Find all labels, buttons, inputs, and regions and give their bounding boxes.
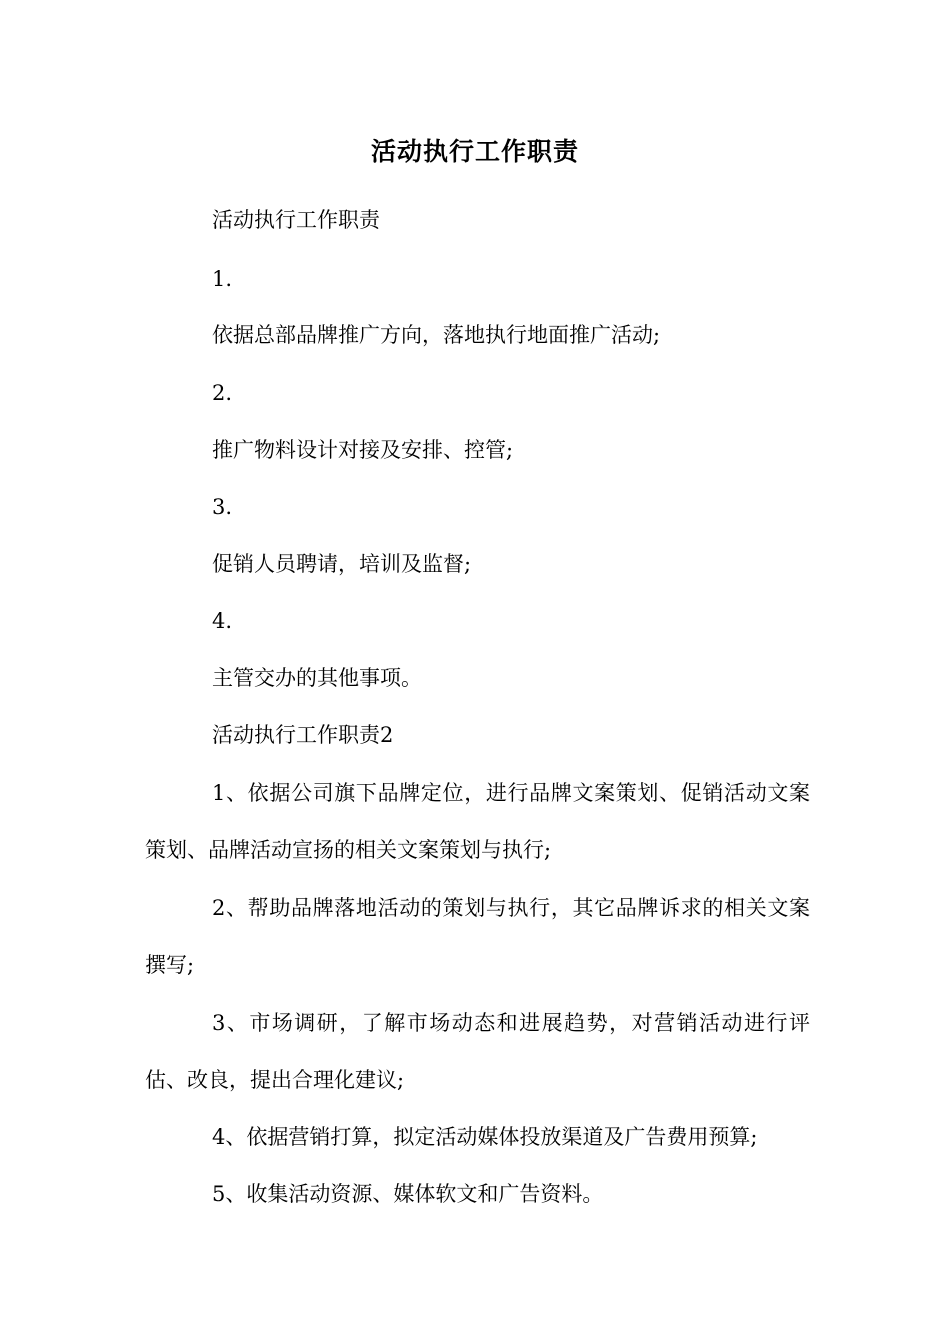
- item-4-number: 4.: [212, 609, 233, 633]
- item-2-text: 推广物料设计对接及安排、控管;: [212, 438, 514, 462]
- section1-heading: 活动执行工作职责: [212, 208, 380, 232]
- document-title: 活动执行工作职责: [370, 137, 579, 166]
- item-1-text: 依据总部品牌推广方向，落地执行地面推广活动;: [212, 323, 661, 347]
- section2-paragraph-1: 1、依据公司旗下品牌定位，进行品牌文案策划、促销活动文案策划、品牌活动宣扬的相关文案策划与执行;: [145, 781, 810, 862]
- item-3-text: 促销人员聘请，培训及监督;: [212, 552, 472, 576]
- item-4-text: 主管交办的其他事项。: [212, 666, 422, 690]
- section2-paragraph-2: 2、帮助品牌落地活动的策划与执行，其它品牌诉求的相关文案撰写;: [145, 896, 810, 977]
- section2-paragraph-5: 5、收集活动资源、媒体软文和广告资料。: [212, 1182, 604, 1206]
- item-1-number: 1.: [212, 267, 233, 291]
- item-2-number: 2.: [212, 381, 233, 405]
- section2-heading: 活动执行工作职责2: [212, 723, 394, 747]
- item-3-number: 3.: [212, 495, 233, 519]
- section2-paragraph-4: 4、依据营销打算，拟定活动媒体投放渠道及广告费用预算;: [212, 1125, 758, 1149]
- section2-paragraph-3: 3、市场调研，了解市场动态和进展趋势，对营销活动进行评估、改良，提出合理化建议;: [145, 1011, 810, 1092]
